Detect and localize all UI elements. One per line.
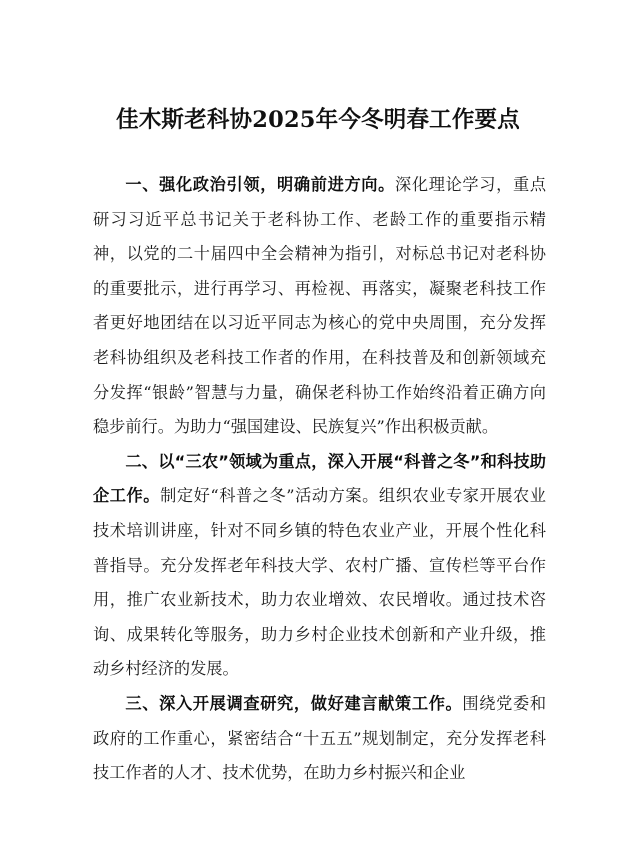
- document-title: 佳木斯老科协2025年今冬明春工作要点: [116, 107, 520, 133]
- paragraph-2: [93, 445, 546, 687]
- paragraph-3: [93, 687, 546, 791]
- paragraph-3-heading: 三、深入开展调查研究，做好建言献策工作。: [125, 693, 463, 713]
- paragraph-1-text: 深化理论学习，重点研习习近平总书记关于老科协工作、老龄工作的重要指示精神，以党的二十届四中全会精神为指引，对标总书记对老科协的重要批示，进行再学习、再检视、再落实，凝聚老科技工作者更好地团结在以习近平同志为核心的党中央周围，充分发挥老科协组织及老科技工作者的作用，在科技普及和创新领域充分发挥“银龄”智慧与力量，确保老科协工作始终沿着正确方向稳步前行。为助力“强国建设、民族复兴”作出积极贡献。: [93, 175, 547, 437]
- paragraph-2-text: 制定好“科普之冬”活动方案。组织农业专家开展农业技术培训讲座，针对不同乡镇的特色农业产业，开展个性化科普指导。充分发挥老年科技大学、农村广播、宣传栏等平台作用，推广农业新技术，助力农业增效、农民增收。通过技术咨询、成果转化等服务，助力乡村企业技术创新和产业升级，推动乡村经济的发展。: [93, 486, 546, 679]
- paragraph-3-text: 围绕党委和政府的工作重心，紧密结合“十五五”规划制定，充分发挥老科技工作者的人才、技术优势，在助力乡村振兴和企业: [93, 693, 547, 783]
- paragraph-1-heading: 一、强化政治引领，明确前进方向。: [125, 175, 396, 194]
- document-body: [93, 168, 546, 791]
- paragraph-1: [93, 168, 546, 445]
- paragraph-2-heading: 二、以“三农”领域为重点，深入开展“科普之冬”和科技助企工作。: [93, 451, 546, 506]
